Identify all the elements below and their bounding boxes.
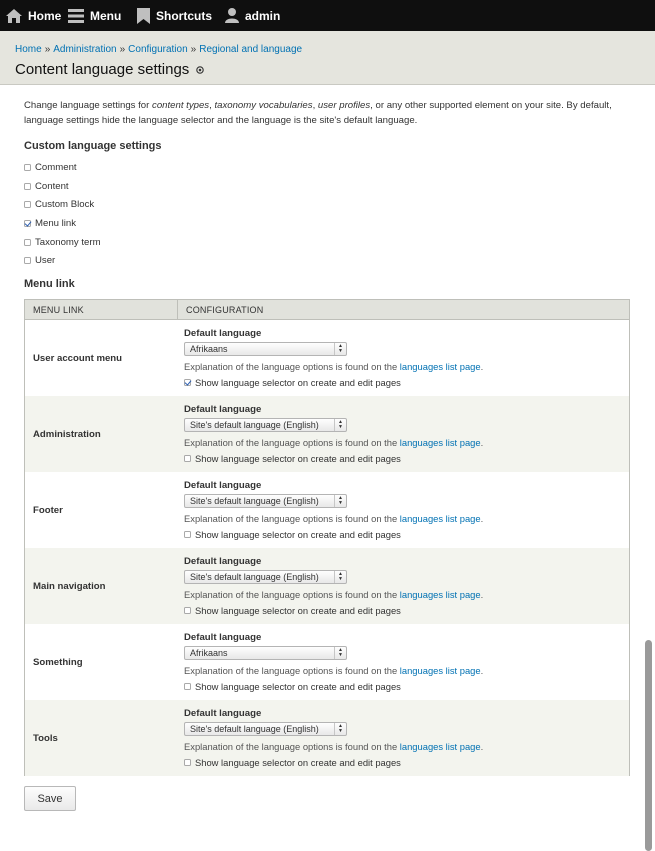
checkbox[interactable]	[24, 201, 31, 208]
show-language-selector-option[interactable]	[184, 453, 401, 464]
explanation-suffix: .	[480, 513, 484, 524]
toolbar-home[interactable]	[0, 0, 68, 31]
row-menu-name: Footer	[33, 504, 63, 516]
default-language-select[interactable]	[184, 494, 347, 508]
custom-setting-menu-link[interactable]	[24, 214, 630, 233]
explanation-suffix: .	[480, 361, 484, 372]
column-header-configuration: CONFIGURATION	[186, 305, 264, 315]
table-row	[25, 548, 629, 624]
custom-setting-custom-block[interactable]	[24, 195, 630, 214]
languages-list-link[interactable]: languages list page	[399, 665, 481, 676]
show-language-selector-option[interactable]	[184, 529, 401, 540]
description-emphasis: user profiles	[317, 100, 371, 111]
default-language-label: Default language	[184, 404, 262, 415]
user-icon	[225, 8, 239, 23]
breadcrumb-separator: »	[190, 44, 197, 55]
show-language-selector-label: Show language selector on create and edit pages	[195, 757, 401, 768]
checkbox-label: User	[35, 255, 56, 267]
select-value: Site's default language (English)	[190, 496, 319, 506]
select-arrows-icon: ▲ ▼	[334, 343, 346, 355]
hamburger-icon	[68, 9, 84, 23]
custom-setting-taxonomy-term[interactable]	[24, 233, 630, 252]
languages-list-link[interactable]: languages list page	[399, 589, 481, 600]
description-emphasis: content types	[152, 100, 210, 111]
explanation-text	[184, 513, 483, 524]
languages-list-link[interactable]: languages list page	[399, 361, 481, 372]
custom-settings-list	[24, 158, 630, 270]
admin-toolbar	[0, 0, 655, 31]
show-language-selector-label: Show language selector on create and edit pages	[195, 377, 401, 388]
checkbox-label: Custom Block	[35, 199, 95, 211]
breadcrumb-home[interactable]: Home	[15, 44, 42, 55]
languages-list-link[interactable]: languages list page	[399, 513, 481, 524]
select-arrows-icon: ▲ ▼	[334, 495, 346, 507]
bookmark-icon	[137, 8, 150, 24]
default-language-label: Default language	[184, 556, 262, 567]
description-emphasis: taxonomy vocabularies	[214, 100, 313, 111]
default-language-label: Default language	[184, 708, 262, 719]
explanation-prefix: Explanation of the language options is found on the	[184, 361, 400, 372]
default-language-label: Default language	[184, 632, 262, 643]
explanation-text	[184, 665, 483, 676]
menu-link-config-table	[24, 299, 630, 776]
table-header	[25, 300, 629, 320]
menu-link-heading: Menu link	[24, 278, 75, 290]
row-configuration	[178, 396, 629, 472]
checkbox-checked[interactable]	[24, 220, 31, 227]
explanation-prefix: Explanation of the language options is found on the	[184, 665, 400, 676]
show-language-selector-option[interactable]	[184, 377, 401, 388]
checkbox[interactable]	[24, 164, 31, 171]
description-text: Change language settings for	[24, 100, 153, 111]
select-value: Afrikaans	[190, 648, 228, 658]
checkbox[interactable]	[184, 759, 191, 766]
default-language-select[interactable]	[184, 570, 347, 584]
column-header-menu-link: MENU LINK	[25, 300, 178, 320]
select-value: Site's default language (English)	[190, 420, 319, 430]
explanation-suffix: .	[480, 437, 484, 448]
row-menu-name: Main navigation	[33, 580, 106, 592]
show-language-selector-option[interactable]	[184, 681, 401, 692]
description-text: ,	[209, 100, 215, 111]
page-description	[24, 98, 614, 128]
explanation-suffix: .	[480, 665, 484, 676]
toolbar-home-label: Home	[28, 8, 62, 23]
default-language-select[interactable]	[184, 342, 347, 356]
breadcrumb-separator: »	[119, 44, 126, 55]
scrollbar-thumb[interactable]	[645, 640, 652, 851]
home-icon	[6, 9, 22, 23]
custom-setting-comment[interactable]	[24, 158, 630, 177]
explanation-suffix: .	[480, 589, 484, 600]
breadcrumb	[15, 44, 302, 55]
breadcrumb-separator: »	[44, 44, 51, 55]
select-arrows-icon: ▲ ▼	[334, 723, 346, 735]
page-title-text: Content language settings	[15, 61, 190, 78]
shortcut-star-icon[interactable]	[196, 66, 204, 74]
select-arrows-icon: ▲ ▼	[334, 419, 346, 431]
select-arrows-icon: ▲ ▼	[334, 571, 346, 583]
toolbar-menu-label: Menu	[90, 8, 122, 23]
explanation-prefix: Explanation of the language options is found on the	[184, 589, 400, 600]
toolbar-user-label: admin	[245, 8, 281, 23]
breadcrumb-regional-language[interactable]: Regional and language	[199, 44, 303, 55]
row-menu-name: Tools	[33, 732, 58, 744]
default-language-select[interactable]	[184, 722, 347, 736]
row-configuration	[178, 320, 629, 396]
checkbox[interactable]	[24, 239, 31, 246]
custom-setting-user[interactable]	[24, 251, 630, 270]
checkbox-label: Comment	[35, 161, 77, 173]
default-language-select[interactable]	[184, 418, 347, 432]
show-language-selector-label: Show language selector on create and edit pages	[195, 605, 401, 616]
explanation-text	[184, 361, 483, 372]
checkbox[interactable]	[184, 607, 191, 614]
row-configuration	[178, 472, 629, 548]
toolbar-shortcuts-label: Shortcuts	[156, 8, 213, 23]
checkbox[interactable]	[24, 257, 31, 264]
row-menu-name: Something	[33, 656, 83, 668]
description-text: ,	[312, 100, 318, 111]
checkbox-label: Menu link	[35, 217, 77, 229]
show-language-selector-label: Show language selector on create and edit pages	[195, 681, 401, 692]
toolbar-shortcuts[interactable]	[137, 0, 225, 31]
table-row	[25, 472, 629, 548]
explanation-text	[184, 589, 483, 600]
table-row	[25, 396, 629, 472]
page-header	[0, 31, 655, 85]
row-configuration	[178, 624, 629, 700]
checkbox-label: Content	[35, 180, 69, 192]
row-configuration	[178, 700, 629, 776]
languages-list-link[interactable]: languages list page	[399, 437, 481, 448]
toolbar-menu[interactable]	[68, 0, 137, 31]
explanation-suffix: .	[480, 741, 484, 752]
languages-list-link[interactable]: languages list page	[399, 741, 481, 752]
select-value: Site's default language (English)	[190, 572, 319, 582]
checkbox-checked[interactable]	[184, 379, 191, 386]
select-arrows-icon: ▲ ▼	[334, 647, 346, 659]
row-configuration	[178, 548, 629, 624]
show-language-selector-label: Show language selector on create and edit pages	[195, 529, 401, 540]
main-content	[24, 98, 630, 270]
save-button[interactable]: Save	[24, 786, 76, 811]
select-value: Afrikaans	[190, 344, 228, 354]
explanation-prefix: Explanation of the language options is found on the	[184, 513, 400, 524]
checkbox[interactable]	[184, 683, 191, 690]
checkbox[interactable]	[184, 455, 191, 462]
page-title	[15, 61, 204, 78]
breadcrumb-configuration[interactable]: Configuration	[128, 44, 188, 55]
toolbar-user[interactable]	[225, 0, 280, 31]
show-language-selector-option[interactable]	[184, 605, 401, 616]
breadcrumb-administration[interactable]: Administration	[53, 44, 117, 55]
default-language-select[interactable]	[184, 646, 347, 660]
table-row	[25, 700, 629, 776]
custom-setting-content[interactable]	[24, 177, 630, 196]
show-language-selector-option[interactable]	[184, 757, 401, 768]
checkbox-label: Taxonomy term	[35, 236, 101, 248]
explanation-prefix: Explanation of the language options is found on the	[184, 741, 400, 752]
explanation-prefix: Explanation of the language options is found on the	[184, 437, 400, 448]
row-menu-name: Administration	[33, 428, 101, 440]
explanation-text	[184, 437, 483, 448]
custom-language-settings-heading: Custom language settings	[24, 140, 162, 152]
checkbox[interactable]	[184, 531, 191, 538]
description-text: , or any other supported element on your site. By default, language settings hide the language selector and the language is the site's default language.	[24, 100, 612, 126]
row-menu-name: User account menu	[33, 352, 123, 364]
default-language-label: Default language	[184, 480, 262, 491]
table-row	[25, 320, 629, 396]
table-body	[25, 320, 629, 776]
select-value: Site's default language (English)	[190, 724, 319, 734]
explanation-text	[184, 741, 483, 752]
default-language-label: Default language	[184, 328, 262, 339]
table-row	[25, 624, 629, 700]
checkbox[interactable]	[24, 183, 31, 190]
show-language-selector-label: Show language selector on create and edit pages	[195, 453, 401, 464]
